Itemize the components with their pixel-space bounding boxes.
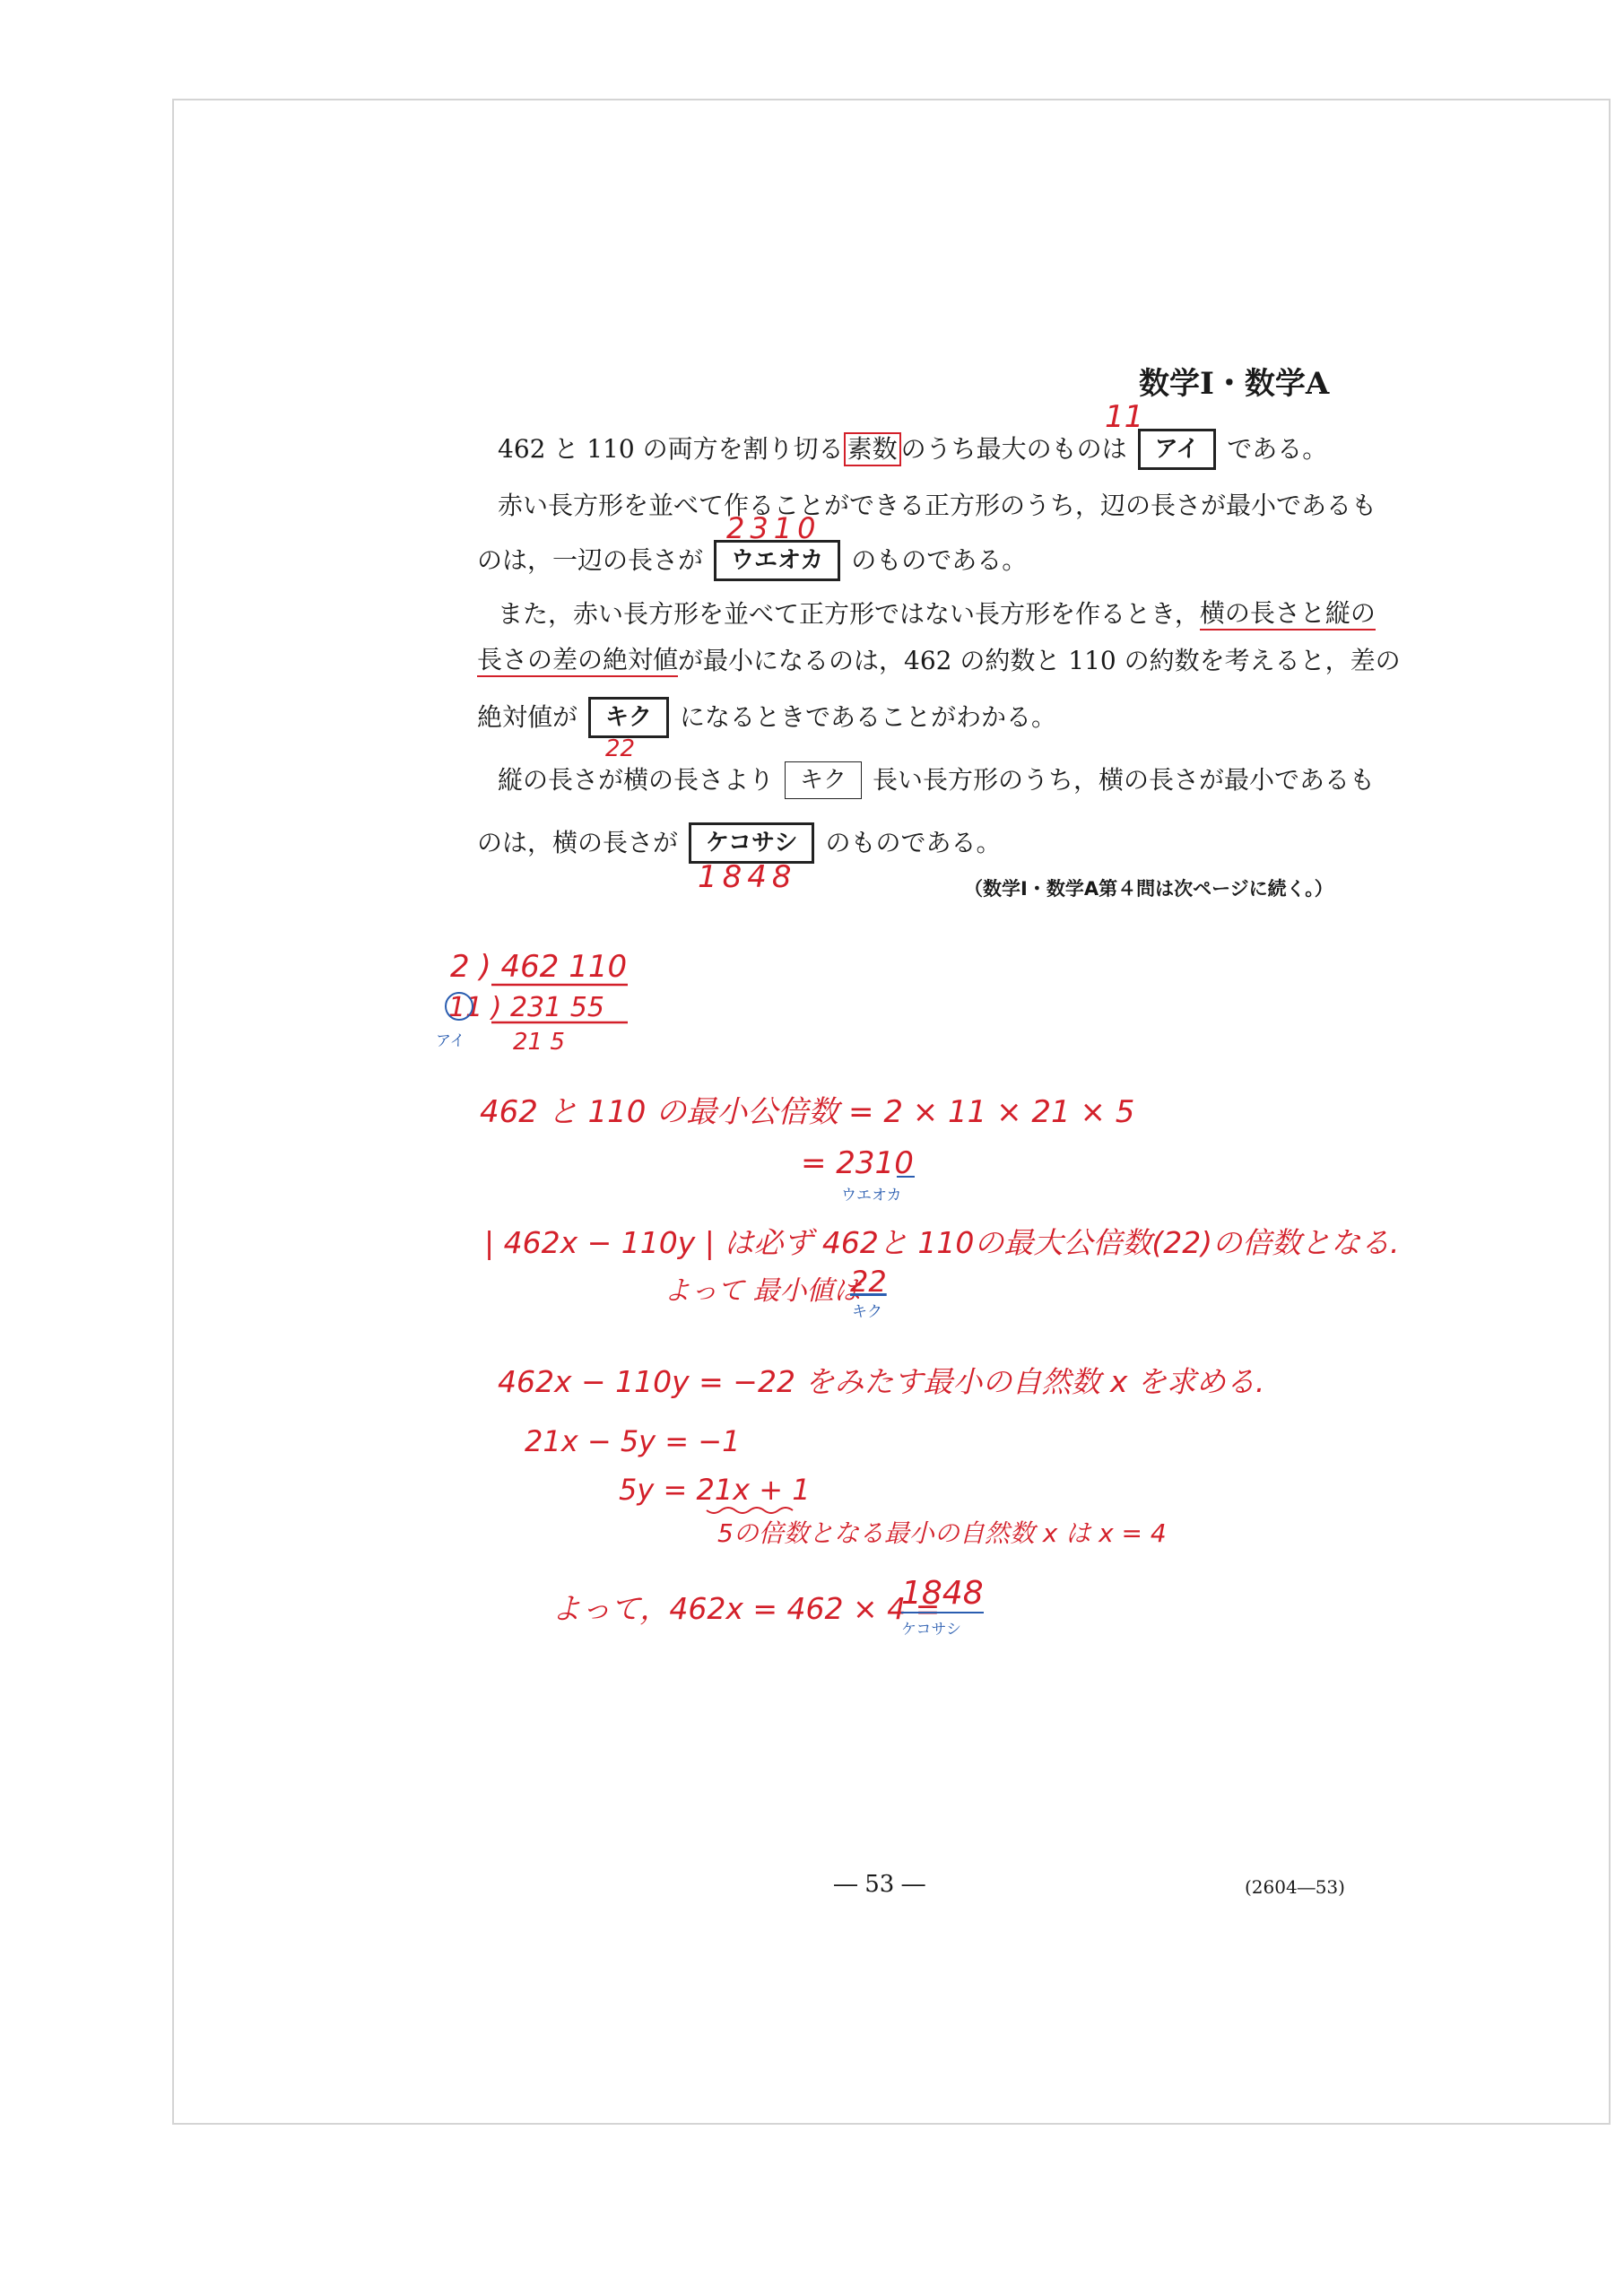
answer-box-kiku: キク — [588, 697, 669, 738]
equation-3: 5y = 21x + 1 — [619, 1473, 811, 1507]
min-value: 22 — [850, 1265, 887, 1299]
page-header: 数学Ⅰ・数学A — [1139, 366, 1330, 402]
problem-line-2: 赤い長方形を並べて作ることができる正方形のうち，辺の長さが最小であるも — [498, 491, 1377, 520]
answer-box-ai: アイ — [1138, 429, 1217, 470]
min-label: キク — [852, 1303, 882, 1321]
answer-kiku: 22 — [605, 735, 636, 762]
equation-2: 21x − 5y = −1 — [525, 1424, 741, 1458]
answer-box-ueoka: ウエオカ — [714, 540, 840, 581]
page-code: (2604―53) — [1245, 1876, 1345, 1898]
text: になるときであることがわかる。 — [680, 702, 1057, 732]
text: 462 と 110 の両方を割り切る — [498, 434, 844, 464]
text: 縦の長さが横の長さより — [498, 765, 775, 795]
lcm-label: ウエオカ — [841, 1187, 902, 1205]
underlined-text: 長さの差の絶対値 — [477, 645, 678, 677]
boxed-word-prime: 素数 — [844, 432, 901, 466]
answer-ai: 11 — [1105, 399, 1144, 435]
text: である。 — [1227, 434, 1328, 464]
lcm-result: = 2310 — [801, 1145, 914, 1181]
continued-note: （数学Ⅰ・数学A第４問は次ページに続く。） — [964, 878, 1333, 900]
final-label: ケコサシ — [901, 1621, 961, 1639]
text: のものである。 — [825, 828, 1002, 857]
underlined-text: 横の長さと縦の — [1200, 598, 1376, 631]
text: のは，横の長さが — [477, 828, 679, 857]
equation-4: 5の倍数となる最小の自然数 x は x = 4 — [717, 1518, 1167, 1548]
answer-box-kiku-ref: キク — [785, 761, 862, 799]
division-row-1: 2 ) 462 110 — [450, 949, 628, 985]
text: また，赤い長方形を並べて正方形ではない長方形を作るとき， — [498, 599, 1200, 629]
answer-kekosashi: 1848 — [698, 859, 797, 895]
answer-box-kekosashi: ケコサシ — [689, 822, 814, 864]
text: のは，一辺の長さが — [477, 545, 704, 575]
abs-value-line: | 462x − 110y | は必ず 462と 110の最大公倍数(22)の倍数となる. — [484, 1225, 1400, 1260]
text: 長い長方形のうち，横の長さが最小であるも — [873, 765, 1376, 795]
text: のうち最大のものは — [900, 434, 1127, 464]
min-line: よって 最小値は — [664, 1275, 861, 1307]
text: 絶対値が — [477, 702, 578, 732]
answer-ueoka: 2310 — [726, 511, 821, 545]
division-row-3: 21 5 — [513, 1029, 565, 1056]
text: が最小になるのは，462 の約数と 110 の約数を考えると，差の — [678, 646, 1401, 675]
equation-line: 462x − 110y = −22 をみたす最小の自然数 x を求める. — [498, 1364, 1265, 1399]
final-value: 1848 — [901, 1575, 984, 1612]
final-line: よって，462x = 462 × 4 = — [551, 1591, 941, 1626]
page-number: ― 53 ― — [834, 1871, 925, 1898]
division-label: アイ — [436, 1032, 465, 1050]
division-row-2: 11 ) 231 55 — [448, 992, 604, 1023]
text: のものである。 — [851, 545, 1028, 575]
lcm-line: 462 と 110 の最小公倍数 = 2 × 11 × 21 × 5 — [480, 1094, 1135, 1130]
